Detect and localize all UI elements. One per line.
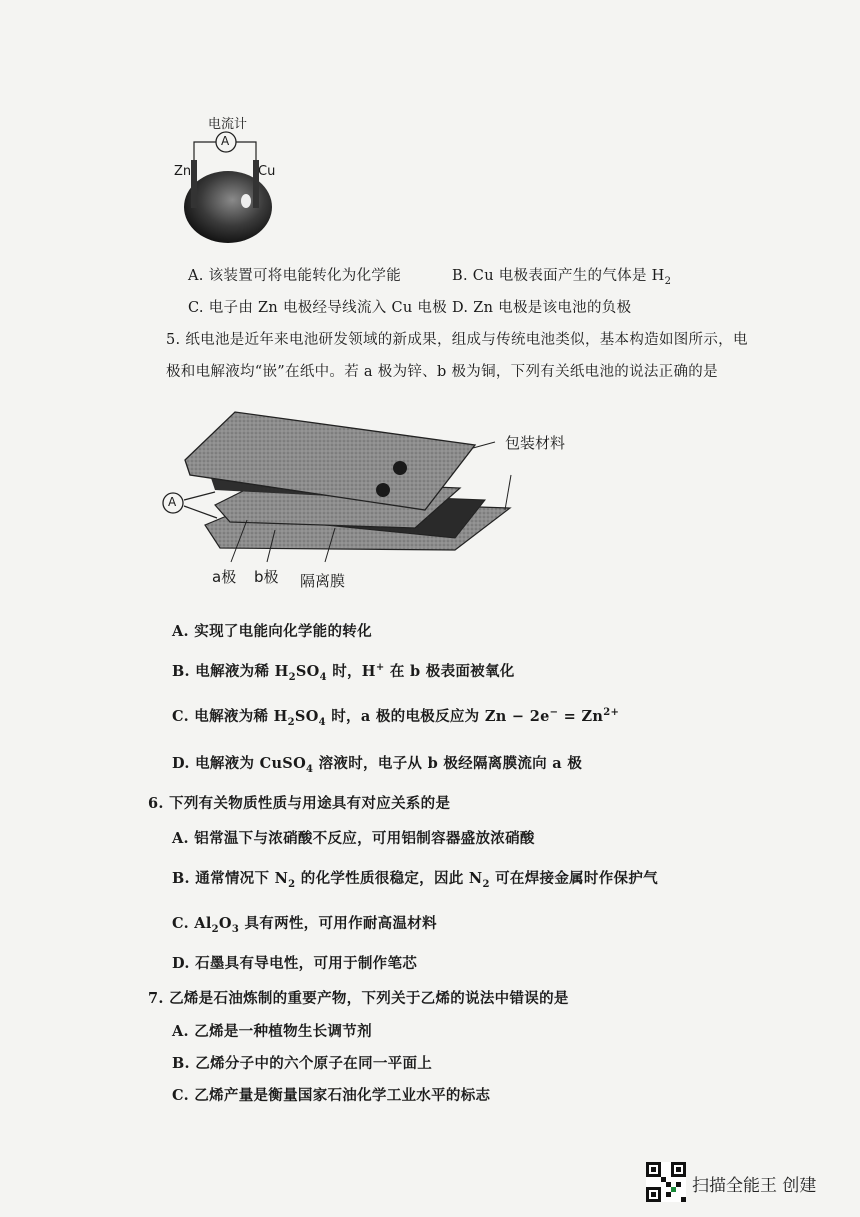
q6-option-d: D. 石墨具有导电性，可用于制作笔芯: [172, 955, 418, 972]
q5-stem-line2: 极和电解液均“嵌”在纸中。若 a 极为锌、b 极为铜，下列有关纸电池的说法正确的是: [166, 364, 718, 380]
q4-option-a: A. 该装置可将电能转化为化学能: [188, 268, 402, 284]
q6-option-a: A. 铝常温下与浓硝酸不反应，可用铝制容器盛放浓硝酸: [172, 830, 535, 847]
q7-option-c: C. 乙烯产量是衡量国家石油化学工业水平的标志: [172, 1087, 491, 1104]
q5-stem-line1: 5. 纸电池是近年来电池研发领域的新成果，组成与传统电池类似，基本构造如图所示，电: [166, 332, 748, 348]
a-electrode-label: a极: [212, 568, 237, 586]
q4-option-c: C. 电子由 Zn 电极经导线流入 Cu 电极: [188, 300, 448, 316]
q7-option-b: B. 乙烯分子中的六个原子在同一平面上: [172, 1055, 433, 1072]
meter-symbol: A: [221, 134, 230, 148]
q5-option-a: A. 实现了电能向化学能的转化: [172, 623, 372, 640]
q7-option-a: A. 乙烯是一种植物生长调节剂: [172, 1023, 372, 1040]
b-electrode-label: b极: [254, 568, 279, 586]
q6-option-c: C. $Al_2O_3$ 具有两性，可用作耐高温材料: [172, 915, 437, 935]
packaging-label: 包装材料: [505, 434, 566, 452]
q4-option-b: B. Cu 电极表面产生的气体是 $H_2$: [452, 268, 672, 287]
membrane-label: 隔离膜: [300, 572, 346, 590]
scanner-watermark: 扫描全能王 创建: [692, 1176, 817, 1196]
q6-option-b: B. 通常情况下 $N_2$ 的化学性质很稳定，因此 $N_2$ 可在焊接金属时作保护气: [172, 870, 658, 890]
zn-electrode-label: Zn: [174, 164, 192, 179]
cu-electrode-label: Cu: [258, 164, 276, 179]
q6-stem: 6. 下列有关物质性质与用途具有对应关系的是: [148, 795, 451, 812]
q5-option-b: B. 电解液为稀 $H_2SO_4$ 时，H+ 在 b 极表面被氧化: [172, 662, 515, 683]
qr-code-icon: [646, 1162, 686, 1202]
paper-battery-figure: [155, 400, 595, 590]
q5-option-c: C. 电解液为稀 $H_2SO_4$ 时，a 极的电极反应为 $Zn - 2e^- = Zn^{2+}$: [172, 707, 620, 728]
q4-option-d: D. Zn 电极是该电池的负极: [452, 300, 632, 316]
meter-label: 电流计: [208, 117, 248, 132]
q5-option-d: D. 电解液为 CuSO$_4$ 溶液时，电子从 b 极经隔离膜流向 a 极: [172, 755, 583, 775]
meter-symbol-2: A: [168, 495, 177, 509]
q7-stem: 7. 乙烯是石油炼制的重要产物，下列关于乙烯的说法中错误的是: [148, 990, 569, 1007]
